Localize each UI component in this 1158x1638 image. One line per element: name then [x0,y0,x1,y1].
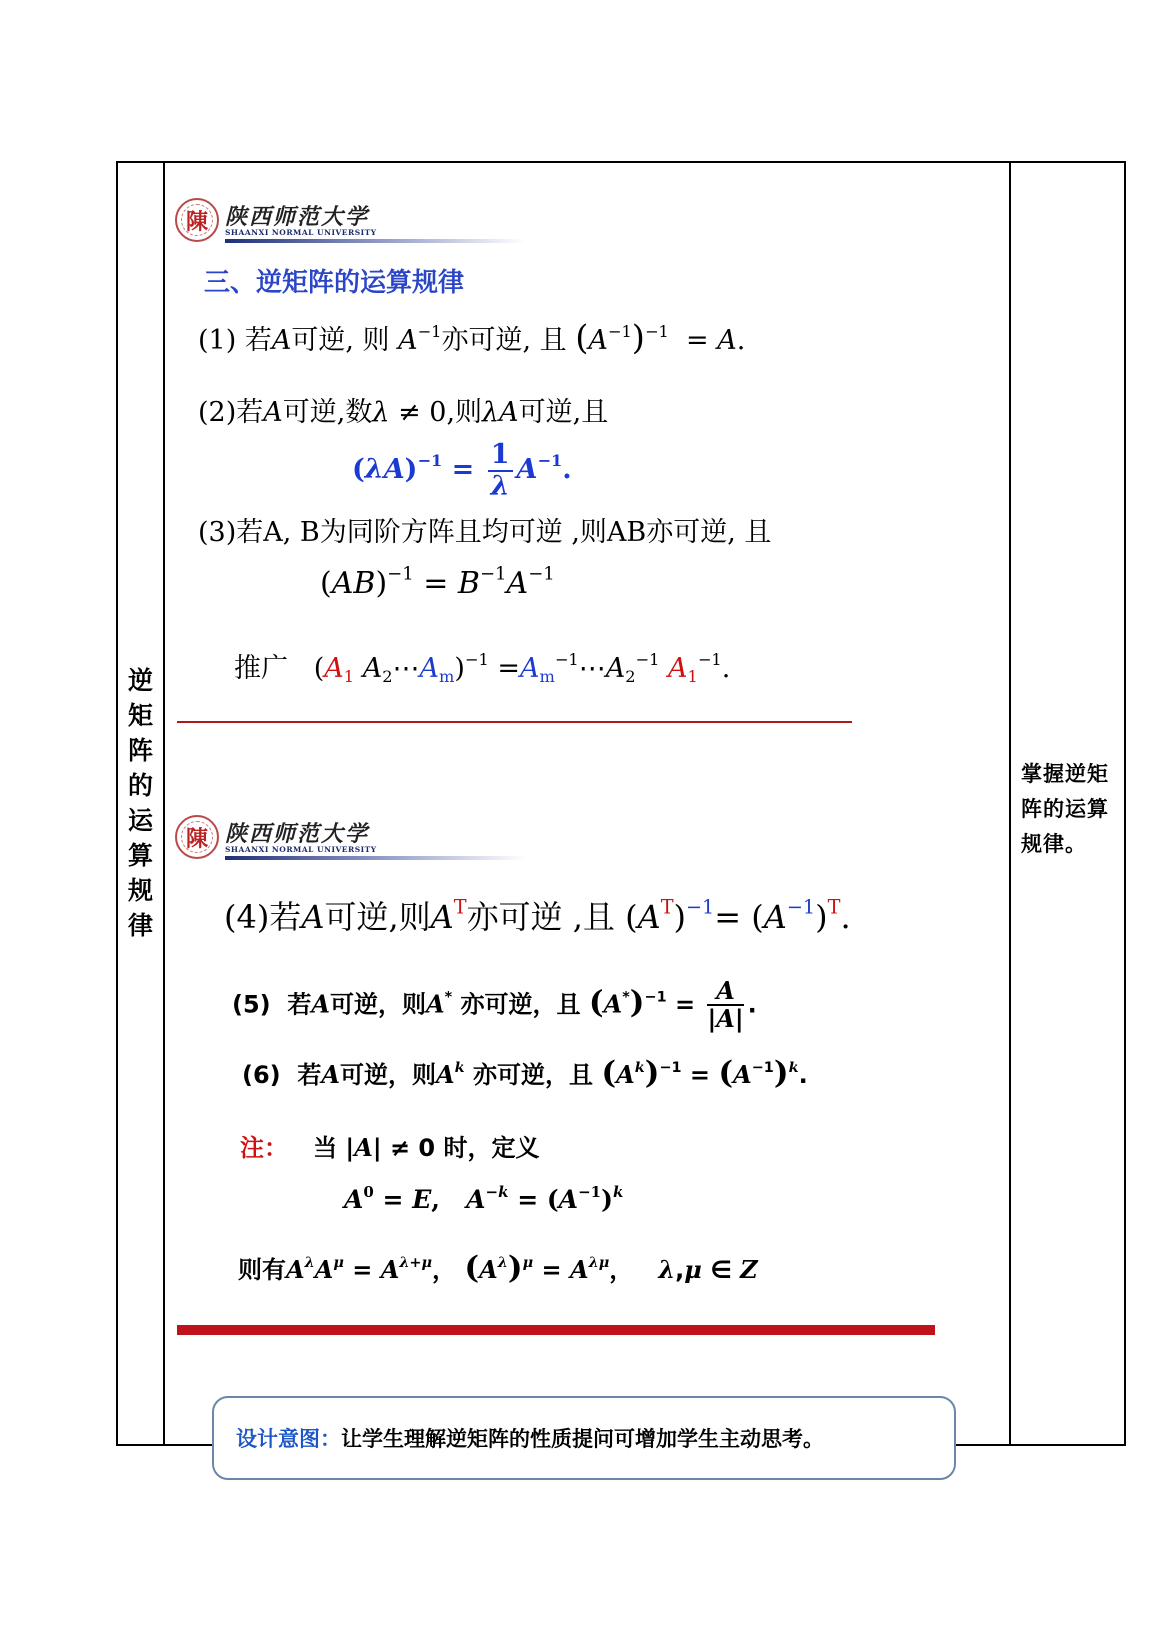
exponent-laws: 则有$A^\lambda A^\mu = A^{\lambda+\mu}$， $(A^\lambda)^\mu = A^{\lambda\mu}$， λ,μ ∈ Z [238,1250,758,1286]
topic-char: 算 [127,841,153,870]
university-name-cn: 陕西师范大学 [225,821,370,847]
design-intent-box [212,1396,956,1480]
note-definition: $A^0 = E$, $A^{-k} = (A^{-1})^k$ [344,1182,624,1214]
rule-2-formula: $(\lambda A)^{-1}$ = $\frac{1}{\lambda}$ $A^{-1}$. [352,439,572,502]
slide-divider-thick [177,1325,935,1335]
rule-5: (5) 若A可逆，则A* 亦可逆，且 $(A^*)^{-1}$ = $\frac{A}{|A|}$ . [232,976,757,1034]
topic-title-vertical [118,663,163,943]
rule-3: (3)若A, B为同阶方阵且均可逆 ,则AB亦可逆, 且 [198,517,772,548]
design-intent-label: 设计意图： [236,1427,341,1451]
topic-char: 矩 [127,701,153,730]
header-gradient-bar [225,239,525,243]
objective-note: 掌握逆矩阵的运算规律。 [1021,762,1109,856]
header-gradient-bar [225,856,525,860]
university-seal-icon: 陳 [175,815,219,859]
rule-4: (4)若A可逆,则$A^T$亦可逆 ,且 $(A^T)^{-1}= (A^{-1})^T$. [224,895,851,936]
topic-char: 阵 [127,736,153,765]
rule-1: (1) 若A可逆, 则 $A^{-1}$亦可逆, 且 $(A^{-1})^{-1} = A$. [198,318,746,357]
university-name-en: SHAANXI NORMAL UNIVERSITY [225,845,377,854]
column-divider-right [1009,163,1011,1444]
university-name-cn: 陕西师范大学 [225,204,370,230]
topic-char: 规 [127,876,153,905]
rule-generalization: 推广 ($A_1$ $A_2\cdots A_m)^{-1}$ $=A_m^{-1}\cdots A_2^{-1}$ $A_1^{-1}$. [234,649,731,686]
university-logo [175,815,545,871]
topic-char: 运 [127,806,153,835]
university-logo [175,198,545,254]
topic-char: 逆 [127,666,153,695]
university-name-en: SHAANXI NORMAL UNIVERSITY [225,228,377,237]
topic-char: 律 [127,911,153,940]
university-seal-icon: 陳 [175,198,219,242]
rule-3-formula: $(AB)^{-1} = B^{-1}A^{-1}$ [320,563,555,601]
rule-6: (6) 若A可逆，则$A^k$ 亦可逆，且 $(A^k)^{-1} = (A^{-1})^k$. [242,1055,808,1091]
rule-2: (2)若A可逆,数λ ≠ 0,则λA可逆,且 [198,397,609,428]
section-title: 三、逆矩阵的运算规律 [204,268,465,298]
design-intent-text: 让学生理解逆矩阵的性质提问可增加学生主动思考。 [341,1427,824,1451]
slide-divider [177,721,852,723]
topic-char: 的 [127,771,153,800]
note-line: 注： 当 |A| ≠ 0 时，定义 [240,1133,540,1162]
column-divider-left [163,163,165,1444]
